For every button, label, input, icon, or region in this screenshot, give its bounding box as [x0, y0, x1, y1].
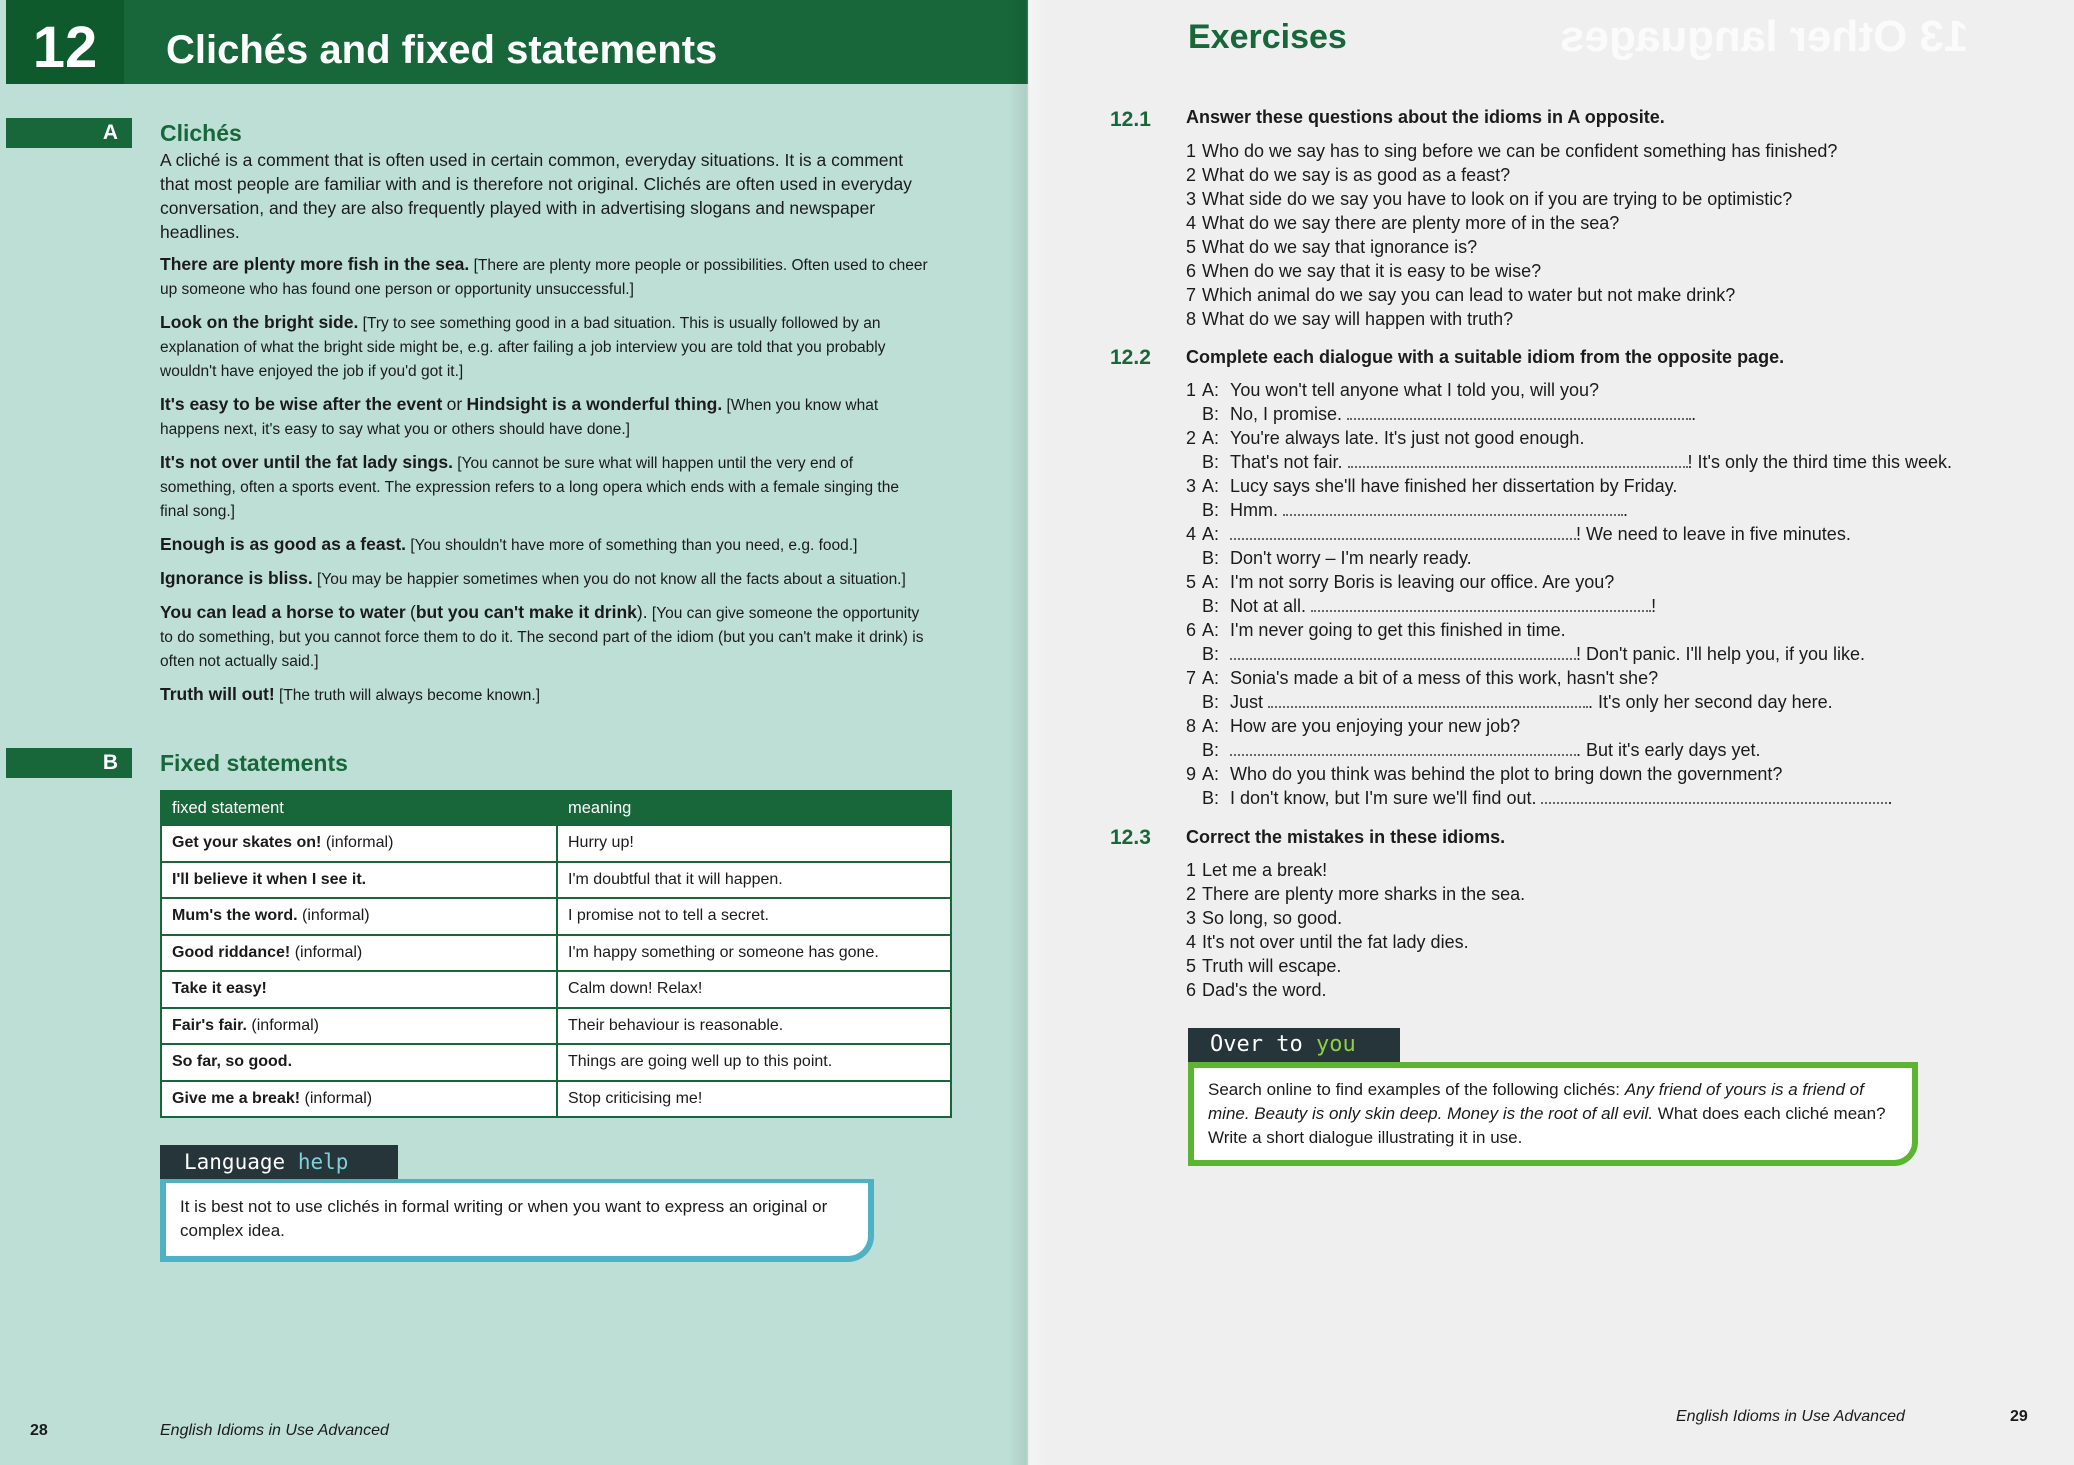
list-item: 3 What side do we say you have to look on if you are trying to be optimistic?: [1186, 189, 1793, 209]
table-row: [161, 1081, 951, 1118]
dialogue-line: 9 A: Who do you think was behind the plot to bring down the government?: [1186, 764, 1783, 784]
language-help-tab: Language help: [160, 1145, 398, 1179]
list-item: 1 Let me a break!: [1186, 860, 1328, 880]
dialogue-line: B: No, I promise. .: [1202, 404, 1697, 424]
list-item: 5 What do we say that ignorance is?: [1186, 237, 1478, 257]
language-help-box: It is best not to use clichés in formal writing or when you want to express an original or complex idea.: [160, 1179, 874, 1262]
exercise-instruction: Answer these questions about the idioms in A opposite.: [1186, 107, 1665, 127]
answer-blank: [1311, 597, 1651, 612]
meaning-cell: Hurry up!: [557, 825, 951, 862]
exercise-number: 12.1: [1110, 108, 1151, 131]
book-title-left: English Idioms in Use Advanced: [160, 1422, 389, 1439]
dialogue-list: [1186, 378, 2026, 810]
column-header: meaning: [557, 791, 951, 825]
fixed-statements-table: [160, 790, 952, 1118]
idiom-entry: Truth will out! [The truth will always become known.]: [160, 684, 541, 704]
exercise-instruction: Correct the mistakes in these idioms.: [1186, 827, 1506, 847]
unit-title: Clichés and fixed statements: [166, 28, 718, 72]
list-item: 4 It's not over until the fat lady dies.: [1186, 932, 1469, 952]
dialogue-line: B: ! Don't panic. I'll help you, if you like.: [1202, 644, 1866, 664]
list-item: 3 So long, so good.: [1186, 908, 1343, 928]
meaning-cell: Calm down! Relax!: [557, 971, 951, 1008]
table-row: [161, 825, 951, 862]
table-row: [161, 1008, 951, 1045]
table-row: [161, 1044, 951, 1081]
section-a-tab: A: [6, 118, 132, 148]
dialogue-line: 5 A: I'm not sorry Boris is leaving our office. Are you?: [1186, 572, 1615, 592]
over-to-you-box: Search online to find examples of the following clichés: Any friend of yours is a friend of mine. Beauty is only skin deep. Money is the root of all evil. What does each cliché mean? Write a short dialogue illustrating it in use.: [1188, 1062, 1918, 1166]
meaning-cell: Stop criticising me!: [557, 1081, 951, 1118]
answer-blank: [1348, 453, 1688, 468]
table-row: [161, 935, 951, 972]
list-item: 6 When do we say that it is easy to be wise?: [1186, 261, 1542, 281]
answer-blank: [1230, 741, 1576, 756]
meaning-cell: I promise not to tell a secret.: [557, 898, 951, 935]
dialogue-line: 4 A: ! We need to leave in five minutes.: [1186, 524, 1851, 544]
left-page: [0, 0, 1028, 1465]
dialogue-line: B: . But it's early days yet.: [1202, 740, 1761, 760]
dialogue-line: B: That's not fair. ! It's only the third time this week.: [1202, 452, 1953, 472]
idiom-entry: Ignorance is bliss. [You may be happier sometimes when you do not know all the facts about a situation.]: [160, 568, 906, 588]
table-row: [161, 862, 951, 899]
answer-blank: [1347, 405, 1691, 420]
unit-banner: [6, 0, 1028, 84]
page-number-right: 29: [2010, 1408, 2028, 1425]
idiom-entry: You can lead a horse to water (but you can't make it drink). [You can give someone the opportunity to do something, but you cannot force them to do it. The second part of the idiom (but you can't make it drink) is often not actually said.]: [160, 602, 924, 670]
dialogue-line: 2 A: You're always late. It's just not good enough.: [1186, 428, 1585, 448]
exercise-instruction: Complete each dialogue with a suitable idiom from the opposite page.: [1186, 347, 1785, 367]
dialogue-line: B: Don't worry – I'm nearly ready.: [1202, 548, 1472, 568]
column-header: fixed statement: [161, 791, 557, 825]
list-item: 5 Truth will escape.: [1186, 956, 1342, 976]
unit-number: 12: [6, 0, 124, 84]
list-item: 2 There are plenty more sharks in the sea.: [1186, 884, 1526, 904]
table-row: [161, 898, 951, 935]
list-item: 1 Who do we say has to sing before we can be confident something has finished?: [1186, 141, 1838, 161]
exercise-number: 12.2: [1110, 346, 1151, 369]
question-list: [1186, 139, 1837, 331]
page-gutter: [1008, 0, 1048, 1465]
idiom-entry: Look on the bright side. [Try to see something good in a bad situation. This is usually followed by an explanation of what the bright side might be, e.g. after failing a job interview you are told that you probably wouldn't have enjoyed the job if you'd got it.]: [160, 312, 886, 380]
exercises-title: Exercises: [1188, 18, 1347, 56]
table-row: [161, 971, 951, 1008]
answer-blank: [1283, 501, 1623, 516]
dialogue-line: 8 A: How are you enjoying your new job?: [1186, 716, 1521, 736]
dialogue-line: B: Hmm. .: [1202, 500, 1629, 520]
section-b-heading: Fixed statements: [160, 750, 348, 776]
list-item: 2 What do we say is as good as a feast?: [1186, 165, 1511, 185]
list-item: 6 Dad's the word.: [1186, 980, 1327, 1000]
list-item: 7 Which animal do we say you can lead to water but not make drink?: [1186, 285, 1736, 305]
answer-blank: [1230, 645, 1576, 660]
over-to-you-tab: Over to you: [1188, 1028, 1400, 1062]
statement-cell: Take it easy!: [161, 971, 557, 1008]
section-a-intro: A cliché is a comment that is often used in certain common, everyday situations. It is a comment that most people are familiar with and is therefore not original. Clichés are often used in everyday conversation, and they are also frequently played with in advertising slogans and newspaper headlines.: [160, 150, 912, 242]
dialogue-line: 7 A: Sonia's made a bit of a mess of this work, hasn't she?: [1186, 668, 1659, 688]
dialogue-line: 3 A: Lucy says she'll have finished her dissertation by Friday.: [1186, 476, 1678, 496]
idiom-entry: It's not over until the fat lady sings. [You cannot be sure what will happen until the very end of something, often a sports event. The expression refers to a long opera which ends with a female singing the final song.]: [160, 452, 899, 520]
book-title-right: English Idioms in Use Advanced: [1676, 1408, 1905, 1425]
statement-cell: Give me a break! (informal): [161, 1081, 557, 1118]
statement-cell: Good riddance! (informal): [161, 935, 557, 972]
answer-blank: [1541, 789, 1887, 804]
idiom-entry: There are plenty more fish in the sea. [There are plenty more people or possibilities. Often used to cheer up someone who has found one person or opportunity unsuccessful.]: [160, 254, 928, 298]
dialogue-line: 6 A: I'm never going to get this finished in time.: [1186, 620, 1566, 640]
dialogue-line: 1 A: You won't tell anyone what I told you, will you?: [1186, 380, 1599, 400]
statement-cell: I'll believe it when I see it.: [161, 862, 557, 899]
answer-blank: [1230, 525, 1576, 540]
dialogue-line: B: Just . It's only her second day here.: [1202, 692, 1833, 712]
list-item: 8 What do we say will happen with truth?: [1186, 309, 1514, 329]
statement-cell: Mum's the word. (informal): [161, 898, 557, 935]
section-a-heading: Clichés: [160, 120, 242, 146]
idiom-list: [160, 252, 928, 716]
idiom-entry: It's easy to be wise after the event or Hindsight is a wonderful thing. [When you know what happens next, it's easy to say what you or others should have done.]: [160, 394, 879, 438]
dialogue-line: B: I don't know, but I'm sure we'll find out. .: [1202, 788, 1893, 808]
meaning-cell: Things are going well up to this point.: [557, 1044, 951, 1081]
answer-blank: [1268, 693, 1588, 708]
meaning-cell: I'm happy something or someone has gone.: [557, 935, 951, 972]
exercise-number: 12.3: [1110, 826, 1151, 849]
meaning-cell: I'm doubtful that it will happen.: [557, 862, 951, 899]
list-item: 4 What do we say there are plenty more of in the sea?: [1186, 213, 1620, 233]
correction-list: [1186, 858, 1525, 1002]
statement-cell: Fair's fair. (informal): [161, 1008, 557, 1045]
dialogue-line: B: Not at all. !: [1202, 596, 1657, 616]
idiom-entry: Enough is as good as a feast. [You shouldn't have more of something than you need, e.g. food.]: [160, 534, 858, 554]
section-b-tab: B: [6, 748, 132, 778]
meaning-cell: Their behaviour is reasonable.: [557, 1008, 951, 1045]
statement-cell: So far, so good.: [161, 1044, 557, 1081]
statement-cell: Get your skates on! (informal): [161, 825, 557, 862]
page-number-left: 28: [30, 1422, 48, 1439]
table-header-row: [161, 791, 951, 825]
show-through-heading: 13 Other languages: [1560, 12, 1969, 61]
